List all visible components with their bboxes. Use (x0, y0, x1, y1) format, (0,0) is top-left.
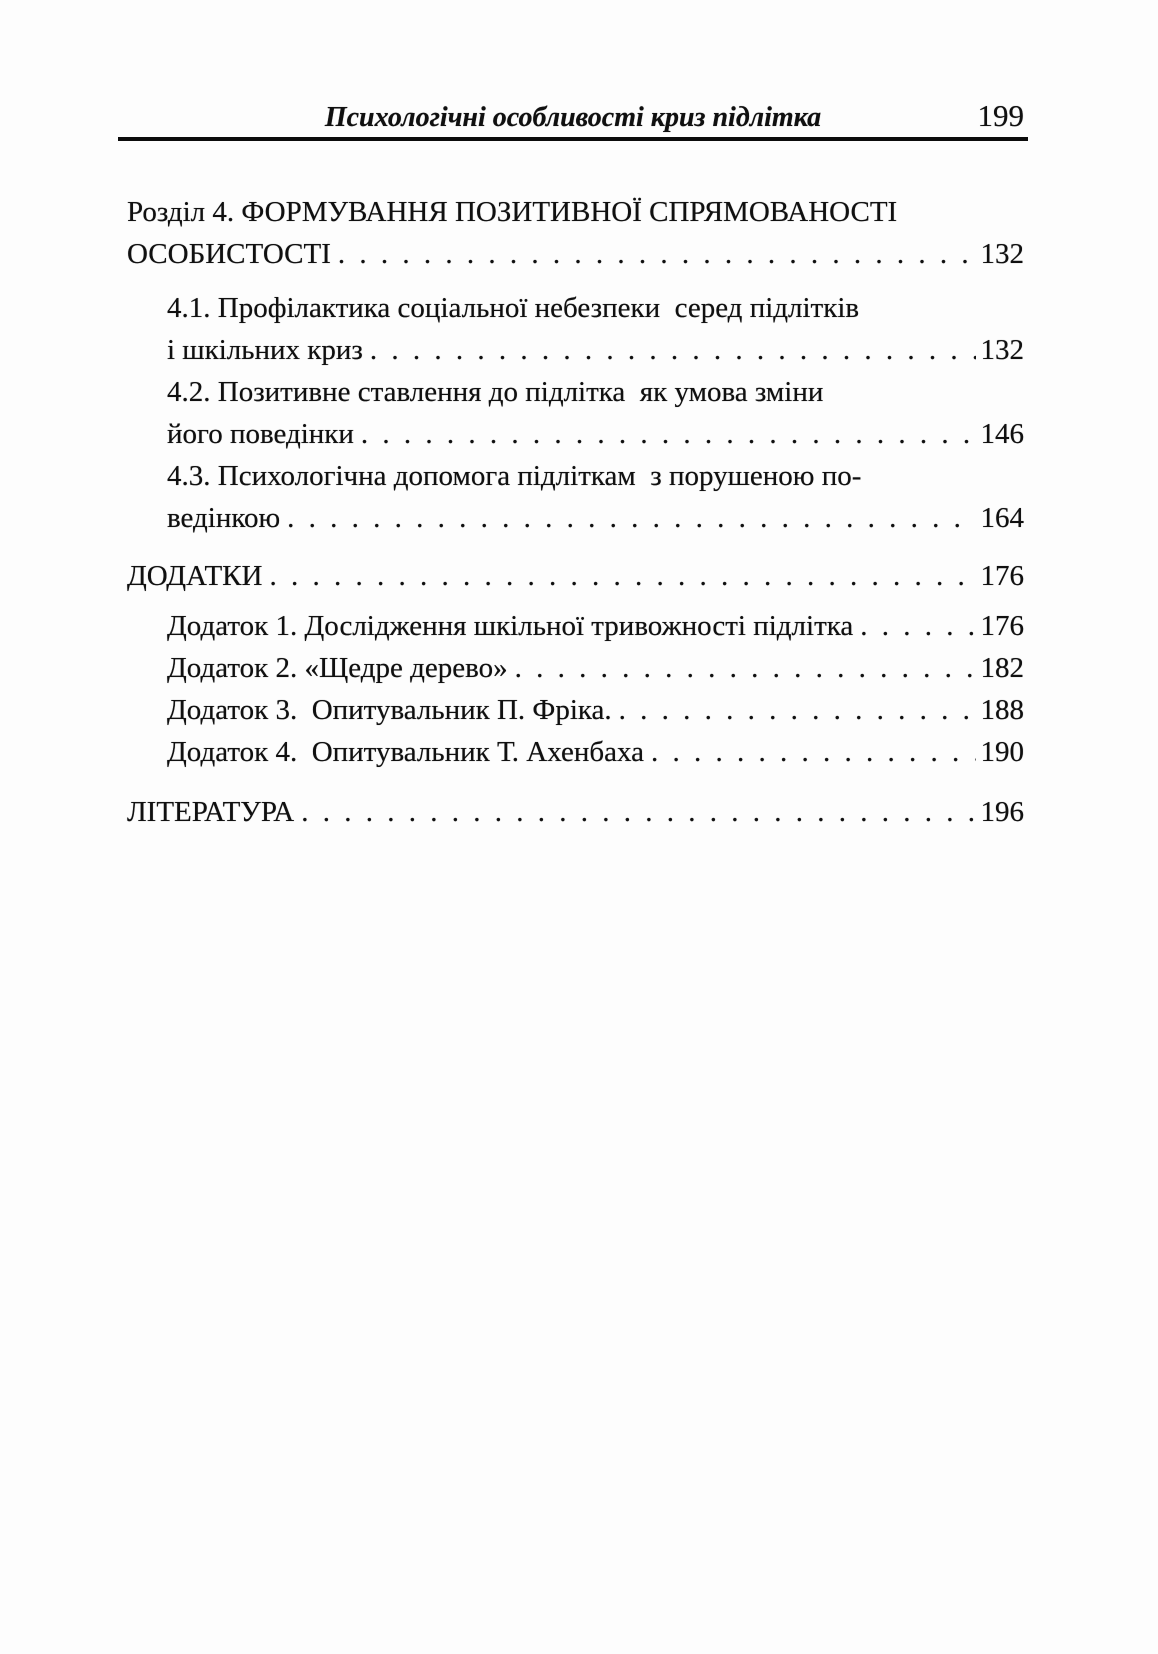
toc-entry-text: і шкільних криз (167, 334, 363, 366)
dot-leader (644, 731, 976, 773)
toc-page-number: 176 (980, 560, 1024, 592)
dot-leader (612, 689, 976, 731)
toc-entry-dodatky (127, 555, 1024, 597)
toc-page-number: 182 (980, 652, 1024, 684)
toc-entry-dodatok-4 (127, 731, 1024, 773)
toc-page-number: 132 (980, 334, 1024, 366)
toc-entry-text: Розділ 4. ФОРМУВАННЯ ПОЗИТИВНОЇ СПРЯМОВАНОСТІ (127, 196, 898, 228)
toc-entry-text: Додаток 4. Опитувальник Т. Ахенбаха (167, 736, 645, 768)
toc-entry-text: ведінкою (167, 502, 281, 534)
toc-entry-text: ДОДАТКИ (127, 560, 263, 592)
toc-entry-4-1 (127, 287, 1024, 371)
toc-entry-literatura (127, 791, 1024, 833)
dot-leader (354, 413, 976, 455)
toc-entry-rozdil-4 (127, 191, 1024, 275)
toc-entry-4-3 (127, 455, 1024, 539)
dot-leader (853, 605, 976, 647)
toc-entry-text: Додаток 2. «Щедре дерево» (167, 652, 508, 684)
table-of-contents (127, 191, 1024, 833)
page-number: 199 (977, 98, 1024, 133)
toc-page-number: 188 (980, 694, 1024, 726)
page-header (118, 98, 1028, 134)
dot-leader (262, 555, 976, 597)
toc-page-number: 190 (980, 736, 1024, 768)
toc-entry-dodatok-3 (127, 689, 1024, 731)
toc-page-number: 176 (980, 610, 1024, 642)
toc-page-number: 146 (980, 418, 1024, 450)
toc-entry-text: його поведінки (167, 418, 354, 450)
toc-page-number: 164 (980, 502, 1024, 534)
toc-entry-text: Додаток 1. Дослідження шкільної тривожності підлітка (167, 610, 854, 642)
toc-entry-text: 4.1. Профілактика соціальної небезпеки серед підлітків (167, 292, 860, 324)
toc-page-number: 196 (980, 796, 1024, 828)
toc-entry-text: 4.2. Позитивне ставлення до підлітка як умова зміни (167, 376, 824, 408)
dot-leader (363, 329, 976, 371)
toc-entry-text: ЛІТЕРАТУРА (127, 796, 295, 828)
toc-entry-text: ОСОБИСТОСТІ (127, 238, 331, 270)
dot-leader (508, 647, 976, 689)
toc-entry-4-2 (127, 371, 1024, 455)
toc-entry-text: 4.3. Психологічна допомога підліткам з порушеною по- (167, 460, 862, 492)
toc-entry-dodatok-2 (127, 647, 1024, 689)
toc-entry-text: Додаток 3. Опитувальник П. Фріка. (167, 694, 612, 726)
header-rule (118, 137, 1028, 141)
dot-leader (280, 497, 976, 539)
dot-leader (294, 791, 976, 833)
dot-leader (331, 233, 976, 275)
toc-entry-dodatok-1 (127, 605, 1024, 647)
running-title: Психологічні особливості криз підлітка (324, 102, 822, 133)
toc-page-number: 132 (980, 238, 1024, 270)
